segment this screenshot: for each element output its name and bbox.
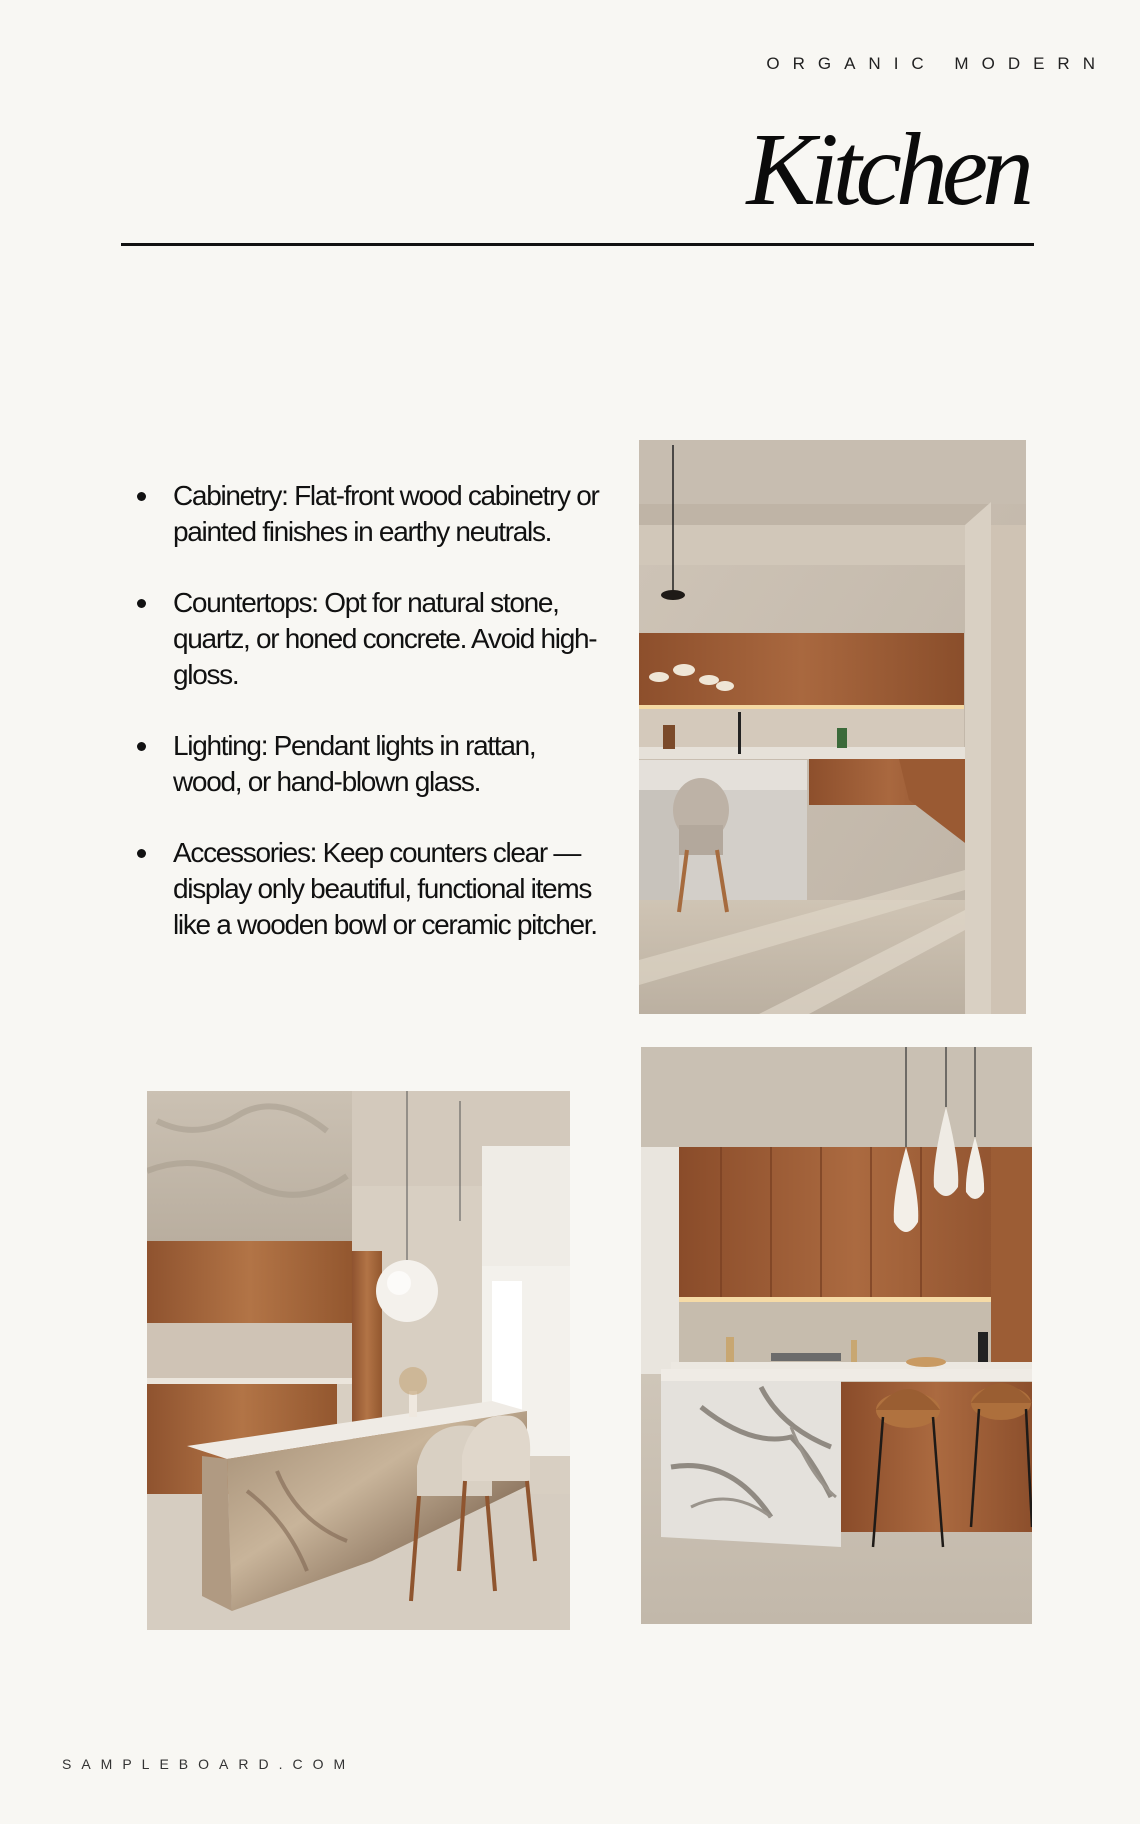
tip-label: Cabinetry — [173, 480, 282, 511]
kitchen-photo-island-globe — [147, 1091, 570, 1630]
tip-cabinetry: Cabinetry: Flat-front wood cabinetry or painted finishes in earthy neutrals. — [135, 478, 605, 550]
tip-countertops: Countertops: Opt for natural stone, quartz, or honed concrete. Avoid high-gloss. — [135, 585, 605, 693]
tips-list — [135, 478, 605, 978]
header-divider — [121, 243, 1034, 246]
tip-lighting: Lighting: Pendant lights in rattan, wood, or hand-blown glass. — [135, 728, 605, 800]
tip-accessories: Accessories: Keep counters clear —display only beautiful, functional items like a wooden bowl or ceramic pitcher. — [135, 835, 605, 943]
category-kicker: ORGANIC MODERN — [766, 54, 1108, 73]
footer-site: SAMPLEBOARD.COM — [62, 1756, 356, 1772]
tip-text: Pendant lights in rattan, wood, or hand-blown glass. — [173, 730, 536, 797]
tip-text: Keep counters clear —display only beautiful, functional items like a wooden bowl or ceramic pitcher. — [173, 837, 597, 940]
tip-label: Accessories — [173, 837, 310, 868]
kitchen-photo-doorway — [639, 440, 1026, 1014]
tip-label: Countertops — [173, 587, 312, 618]
tip-text: Opt for natural stone, quartz, or honed concrete. Avoid high-gloss. — [173, 587, 597, 690]
tip-text: Flat-front wood cabinetry or painted finishes in earthy neutrals. — [173, 480, 599, 547]
kitchen-photo-marble-stools — [641, 1047, 1032, 1624]
page-title: Kitchen — [746, 112, 1028, 227]
tip-label: Lighting — [173, 730, 261, 761]
